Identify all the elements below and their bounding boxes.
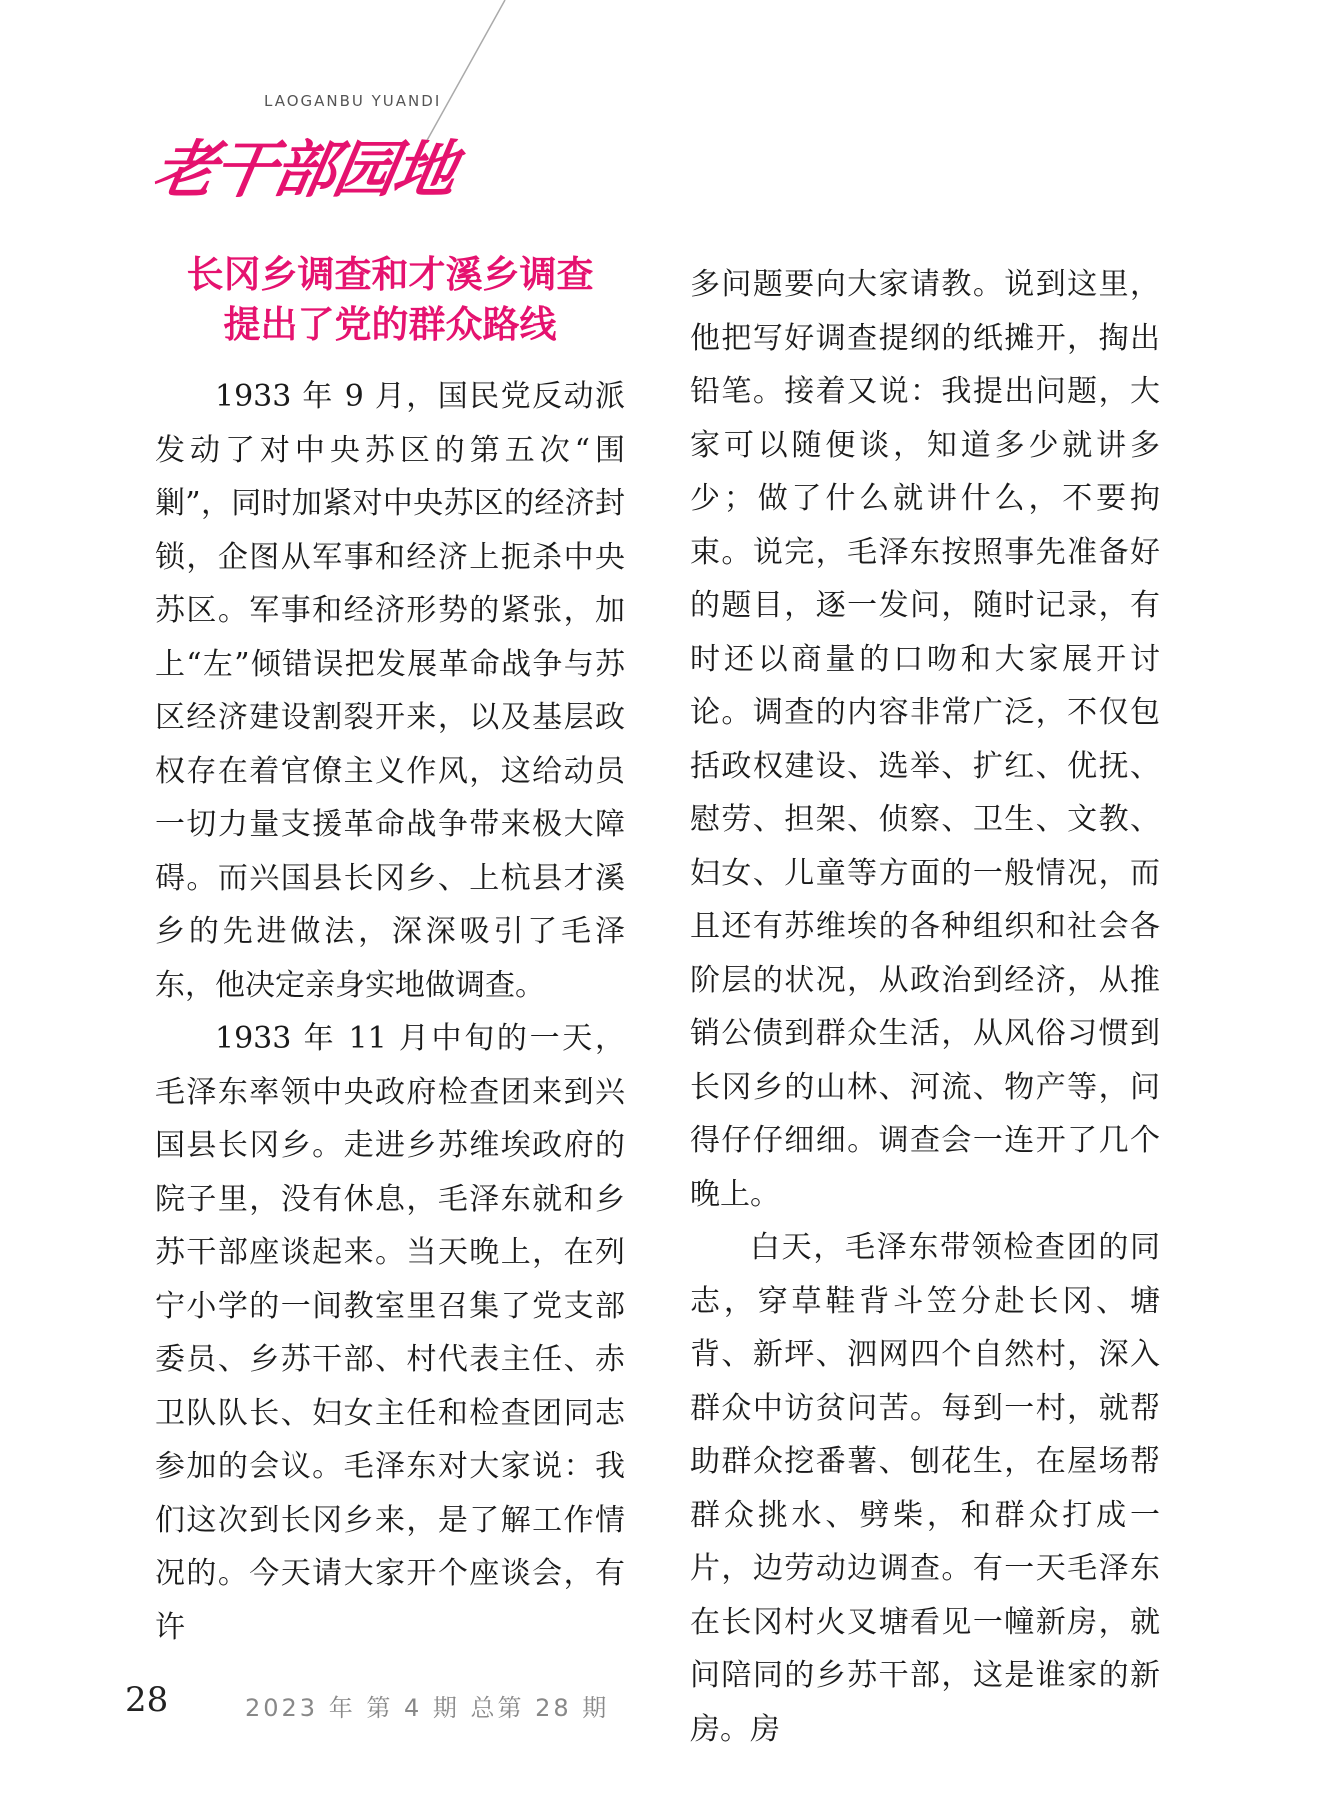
page-number: 28 bbox=[125, 1680, 169, 1720]
issue-info: 2023 年 第 4 期 总第 28 期 bbox=[245, 1694, 610, 1722]
paragraph: 1933 年 11 月中旬的一天，毛泽东率领中央政府检查团来到兴国县长冈乡。走进乡苏维埃政府的院子里，没有休息，毛泽东就和乡苏干部座谈起来。当天晚上，在列宁小学的一间教室里召集了党支部委员、乡苏干部、村代表主任、赤卫队队长、妇女主任和检查团同志参加的会议。毛泽东对大家说：我们这次到长冈乡来，是了解工作情况的。今天请大家开个座谈会，有许 bbox=[155, 1021, 625, 1645]
right-column bbox=[690, 258, 1160, 1756]
paragraph: 多问题要向大家请教。说到这里，他把写好调查提纲的纸摊开，掏出铅笔。接着又说：我提出问题，大家可以随便谈，知道多少就讲多少；做了什么就讲什么，不要拘束。说完，毛泽东按照事先准备好的题目，逐一发问，随时记录，有时还以商量的口吻和大家展开讨论。调查的内容非常广泛，不仅包括政权建设、选举、扩红、优抚、慰劳、担架、侦察、卫生、文教、妇女、儿童等方面的一般情况，而且还有苏维埃的各种组织和社会各阶层的状况，从政治到经济，从推销公债到群众生活，从风俗习惯到长冈乡的山林、河流、物产等，问得仔仔细细。调查会一连开了几个晚上。 bbox=[690, 267, 1160, 1212]
title-line-1: 长冈乡调查和才溪乡调查 bbox=[186, 253, 594, 296]
masthead-english: LAOGANBU YUANDI bbox=[264, 92, 442, 110]
article-title bbox=[155, 250, 625, 350]
paragraph: 1933 年 9 月，国民党反动派发动了对中央苏区的第五次“围剿”，同时加紧对中央苏区的经济封锁，企图从军事和经济上扼杀中央苏区。军事和经济形势的紧张，加上“左”倾错误把发展革命战争与苏区经济建设割裂开来，以及基层政权存在着官僚主义作风，这给动员一切力量支援革命战争带来极大障碍。而兴国县长冈乡、上杭县才溪乡的先进做法，深深吸引了毛泽东，他决定亲身实地做调查。 bbox=[155, 379, 625, 1003]
title-line-2: 提出了党的群众路线 bbox=[223, 303, 557, 346]
masthead-logo: 老干部园地 bbox=[147, 133, 461, 206]
paragraph: 白天，毛泽东带领检查团的同志，穿草鞋背斗笠分赴长冈、塘背、新坪、泗网四个自然村，深入群众中访贫问苦。每到一村，就帮助群众挖番薯、刨花生，在屋场帮群众挑水、劈柴，和群众打成一片，边劳动边调查。有一天毛泽东在长冈村火叉塘看见一幢新房，就问陪同的乡苏干部，这是谁家的新房。房 bbox=[690, 1230, 1160, 1747]
left-column bbox=[155, 250, 625, 1654]
